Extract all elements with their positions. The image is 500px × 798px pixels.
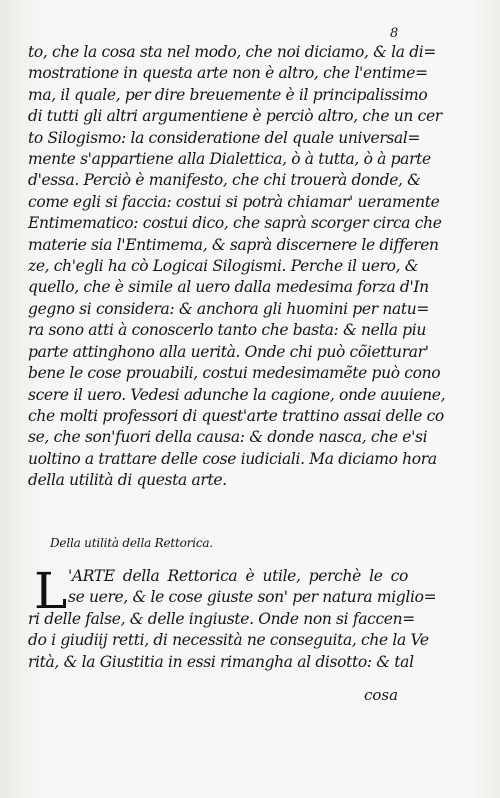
text-line: gegno si considera: & anchora gli huomini per natu= xyxy=(28,299,430,318)
text-line: materie sia l'Entimema, & saprà discernere le differen xyxy=(28,235,439,254)
text-line: di tutti gli altri argumentiene è perciò altro, che un cer xyxy=(28,107,442,126)
page-number: 8 xyxy=(390,26,399,41)
text-line: se uere, & le cose giuste son' per natura miglio= xyxy=(68,588,437,607)
text-line: rità, & la Giustitia in essi rimangha al disotto: & tal xyxy=(28,652,414,671)
text-line: uoltino a trattare delle cose iudiciali. Ma diciamo hora xyxy=(28,449,437,468)
text-line: come egli si faccia: costui si potrà chiamar' ueramente xyxy=(28,192,440,211)
text-line: to, che la cosa sta nel modo, che noi diciamo, & la di= xyxy=(28,43,437,61)
text-line: do i giudiij retti, di necessità ne conseguita, che la Ve xyxy=(28,631,429,650)
text-line: mostratione in questa arte non è altro, che l'entime= xyxy=(28,64,428,83)
text-line: quello, che è simile al uero dalla medesima forza d'In xyxy=(28,278,429,297)
chapter-paragraph xyxy=(28,562,437,673)
text-line: 'ARTE della Rettorica è utile, perchè le co xyxy=(68,567,408,585)
text-line: Entimematico: costui dico, che saprà scorger circa che xyxy=(28,214,442,233)
text-line: ma, il quale, per dire breuemente è il principalissimo xyxy=(28,85,428,104)
text-line: ri delle false, & delle ingiuste. Onde non si faccen= xyxy=(28,609,415,628)
text-line: che molti professori di quest'arte trattino assai delle co xyxy=(28,406,444,425)
section-heading: Della utilità della Rettorica. xyxy=(50,536,213,550)
drop-cap: L xyxy=(34,562,68,620)
catchword: cosa xyxy=(364,686,399,704)
text-line: scere il uero. Vedesi adunche la cagione, onde auuiene, xyxy=(28,385,446,404)
text-line: bene le cose prouabili, costui medesimamẽte può cono xyxy=(28,364,441,383)
text-line: mente s'appartiene alla Dialettica, ò à tutta, ò à parte xyxy=(28,150,431,169)
text-line: ra sono atti à conoscerlo tanto che basta: & nella piu xyxy=(28,321,426,340)
text-line: to Silogismo: la consideratione del quale universal= xyxy=(28,128,421,147)
text-line: della utilità di questa arte. xyxy=(28,471,227,490)
text-line: se, che son'fuori della causa: & donde nasca, che e'si xyxy=(28,428,428,447)
text-line: d'essa. Perciò è manifesto, che chi trouerà donde, & xyxy=(28,171,421,190)
text-line: ze, ch'egli ha cò Logicai Silogismi. Perche il uero, & xyxy=(28,257,419,276)
body-paragraph xyxy=(28,42,446,492)
text-line: parte attinghono alla uerità. Onde chi può cõietturar' xyxy=(28,342,429,361)
